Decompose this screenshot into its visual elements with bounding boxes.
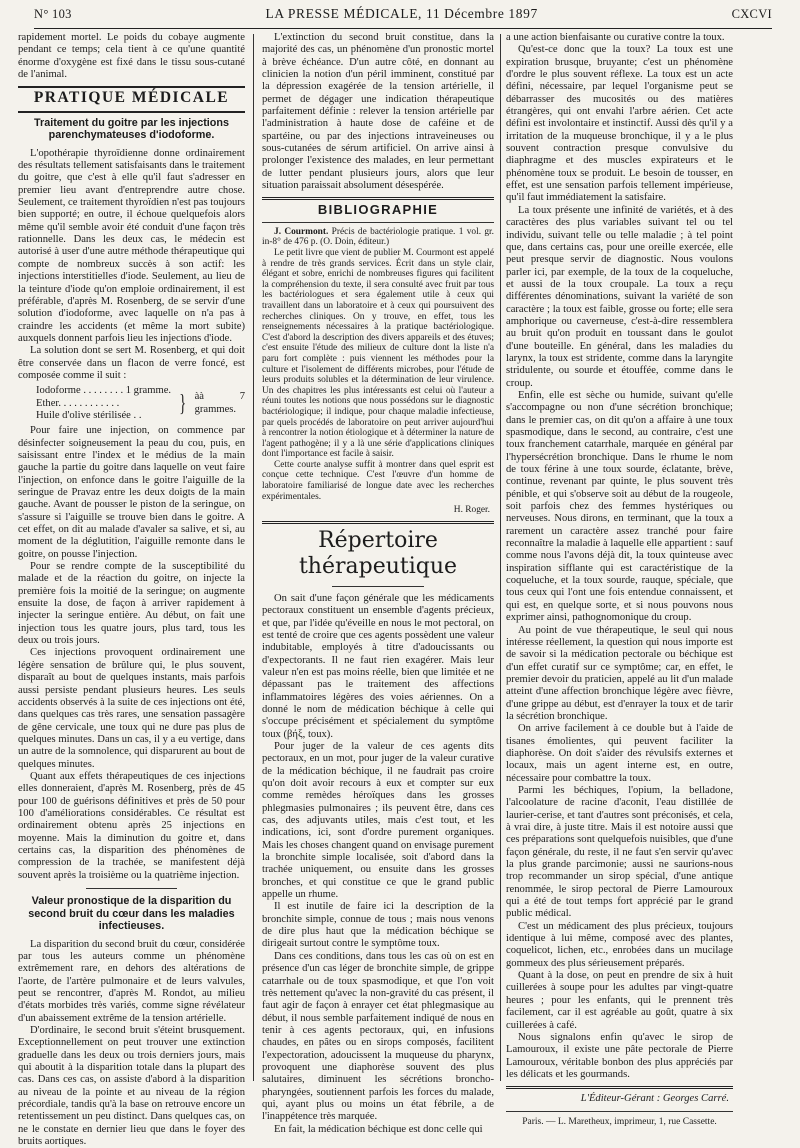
paragraph: L'extinction du second bruit constitue, dans la majorité des cas, un phénomène d'un pronostic mortel à brève échéance. D'un autre côté, en donnant au clinicien la notion d'un péril imminent, constitué par la dépression exagérée de la tension artérielle, il permet de dégager une indication thérapeutique parfaitement définie : relever la tension artérielle par l'administration à haute dose de caféine et de spartéine, ou par des injections intraveineuses ou sous-cutanées de sérum artificiel. On arrive ainsi à prolonger l'existence des malades, en leur permettant de lutter pendant plusieurs jours, alors que leur situation paraissait absolument désespérée.: [262, 32, 494, 192]
formula-line: Huile d'olive stérilisée . .: [36, 409, 142, 421]
biblio-ref-rest: Précis de bactériologie pratique. 1 vol. gr. in-8° de 476 p. (O. Doin, éditeur.): [262, 226, 494, 248]
section-title-pratique: PRATIQUE MÉDICALE: [33, 89, 230, 107]
column-middle: [262, 32, 494, 1135]
biblio-paragraph: Le petit livre que vient de publier M. Courmont est appelé à rendre de très grands services. Écrit dans un style clair, élégant et sobre, enrichi de nombreuses figures qui facilitent la compréhension du texte, il sera consulté avec fruit par tous les bactériologues et sera également utile à ceux qui travaillent dans un laboratoire et à ceux qui poursuivent des recherches cliniques. On y trouve, en effet, tous les renseignements nécessaires à la pratique bactériologique. C'est d'abord la description des divers appareils et des étuves; c'est ensuite l'étude des milieux de culture dont la liste n'a paru fort complète : puis viennent les méthodes pour la culture et l'isolement de différents microbes, pour l'étude de leurs produits solubles et la détermination de leur virulence. Un des chapitres les plus intéressants est celui où l'auteur a réuni toutes les notions que nous possédons sur le diagnostic bactériologique; il indique, pour chaque maladie infectieuse, par quels procédés de laboratoire on peut arriver aujourd'hui à rencontrer la notion étiologique et à déterminer la nature de l'agent pathogène; il y a là une série d'applications cliniques dont l'importance est facile à saisir.: [262, 248, 494, 460]
paragraph: Enfin, elle est sèche ou humide, suivant qu'elle s'accompagne ou non d'une sécrétion bronchique; dans le premier cas, on dit qu'on a affaire à une toux spasmodique, dans le second, au contraire, c'est une toux franchement catarrhale, marquée en général par l'hypersécrétion bronchique. Dans le rhume le nom de toux férine à une toux sourde, éclatante, brève, continue, revenant par quinte, le plus souvent très pénible, et qui s'observe soit au début de la rougeole, soit parfois chez des femmes hystériques ou nerveuses. Nous dirons, en terminant, que la toux a rarement un caractère assez tranché pour faire reconnaître la maladie à laquelle elle appartient : sauf comme nous l'avons déjà dit, la toux quinteuse avec inspiration sifflante qui est caractéristique de la coqueluche, et la toux sourde, rauque, spéciale, que tous ceux qui l'ont une fois entendue connaissent, et qui est, en quelque sorte, et si nous pouvons nous exprimer ainsi, pathognomonique du croup.: [506, 389, 733, 624]
formula-line: Iodoforme . . . . . . . . 1 gramme.: [36, 385, 172, 397]
intro-paragraph: rapidement mortel. Le poids du cobaye augmente pendant ce temps; cela tient à ce qu'une quantité énorme d'oxygène est fixé dans le tissu sous-cutané de l'animal.: [18, 32, 245, 81]
paragraph: On sait d'une façon générale que les médicaments pectoraux constituent un ensemble d'agents précieux, et que, par l'idée qu'éveille en nous le mot pectoral, on est tenté de croire que ces agents possèdent une valeur indubitable, employés à titre d'adoucissants ou d'expectorants. Il ne faut rien exagérer. Mais leur valeur n'en est pas moins réelle, bien que limitée et ne dépassant pas le traitement des affections inflammatoires légères des voies aériennes. On a donné le nom de médication béchique à celle qui s'occupe précisément et spécialement du symptôme toux (βήξ, toux).: [262, 592, 494, 740]
paragraph: L'opothérapie thyroïdienne donne ordinairement des résultats tellement satisfaisants dans le traitement du goitre, que c'est à elle qu'il faut s'adresser en premier lieu avant d'entreprendre autre chose. Seulement, ce traitement thyroïdien n'est pas toujours bien supporté; en outre, il échoue quelquefois alors même qu'il semble avoir été conduit d'une façon très rationnelle. Dans les deux cas, le médecin est autorisé à user d'une autre méthode thérapeutique qui compte de nombreux succès à son actif: les injections interstitielles d'iode. Seulement, au lieu de la teinture d'iode qu'on emploie ordinairement, il est préférable, d'après M. Rosenberg, de se servir d'une solution d'iodoforme, avec laquelle on n'a pas à craindre les accidents (et même la mort subite) auxquels donnent parfois lieu les injections d'iode.: [18, 147, 245, 344]
footer-rule: [506, 1111, 733, 1112]
paragraph: La disparition du second bruit du cœur, considérée par tous les auteurs comme un phénomène extrêmement rare, en dehors des altérations de l'aorte, de l'artère pulmonaire et de leurs valvules, peut se rencontrer, d'après M. Rondot, au milieu d'états morbides très variés, comme signe révélateur d'un abaissement extrême de la tension artérielle.: [18, 938, 245, 1024]
paragraph: Qu'est-ce donc que la toux? La toux est une expiration brusque, bruyante; c'est un phénomène d'ordre le plus souvent réflexe. La toux est un acte défini, nécessaire, par lequel l'organisme peut se débarrasser des mucosités ou des matières étrangères, qui ont envahi l'arbre aérien. Cet acte défini est involontaire et instinctif. Aussi dès qu'il y a irritation de la muqueuse bronchique, il y a le plus souvent contraction presque convulsive du diaphragme et des muscles expirateurs et le phénomène toux se produit. Le besoin de tousser, en effet, est une sensation parfois tellement impérieuse, qu'il faut immédiatement la satisfaire.: [506, 44, 733, 204]
paragraph: Il est inutile de faire ici la description de la bronchite simple, connue de tous ; mais nous venons de dire plus haut que la médication béchique se dirigeait surtout contre le symptôme toux.: [262, 901, 494, 950]
biblio-author: J. Courmont.: [274, 226, 329, 237]
column-divider: [253, 34, 254, 1081]
formula-block: [36, 385, 245, 422]
article-title-goitre: Traitement du goitre par les injections parenchymateuses d'iodoforme.: [34, 116, 229, 142]
paragraph: Quant à la dose, on peut en prendre de six à huit cuillerées à soupe pour les adultes par vingt-quatre heures ; pour les enfants, qui le prennent très facilement, car il est agréable au goût, quatre à six cuillerées à café.: [506, 970, 733, 1031]
editor-signature: L'Éditeur-Gérant : Georges Carré.: [580, 1093, 729, 1105]
column-left: [18, 32, 245, 1147]
page-header: [34, 6, 772, 26]
biblio-reference: [262, 227, 494, 248]
column-right: [506, 32, 733, 1127]
paragraph: La toux présente une infinité de variétés, et à des caractères des plus variables suivant tel ou tel individu, suivant telle ou telle maladie ; à tel point que, dans certains cas, pour une oreille exercée, elle peut presque servir de diagnostic. Nous voulons parler ici, par exemple, de la toux de la coqueluche, et aussi de la toux croupale. La toux a reçu différentes dénominations, suivant la variété de son caractère ; la toux est faible, grosse ou forte; elle sera amphorique ou caverneuse, c'est-à-dire ressemblera au bruit qu'on produit en toussant dans le goulot d'une bouteille. En général, dans les maladies du larynx, la toux est stridente, comme dans la laryngite stridulente, ou sourde et étouffée, comme dans le croup.: [506, 204, 733, 389]
page-number: CXCVI: [731, 7, 772, 21]
paragraph: Ces injections provoquent ordinairement une légère sensation de brûlure qui, le plus souvent, disparaît au bout de quelques instants, mais parfois aussi persiste pendant plusieurs heures. Les seuls accidents observés à la suite de ces injections ont été, dans quelques cas très rares, une sensation passagère de gêne cervicale, une toux qui ne dure pas plus de quelques minutes. Dans un cas, il y a eu vertige, dans un autre de la somnolence, qui disparurent au bout de quelques minutes.: [18, 647, 245, 770]
formula-shared-dose: àà 7 grammes.: [194, 391, 245, 415]
issue-number: N° 103: [34, 7, 72, 21]
section-rule: [18, 111, 245, 113]
section-rule: [262, 197, 494, 200]
paragraph: Pour juger de la valeur de ces agents dits pectoraux, en un mot, pour juger de la valeur curative de la médication béchique, il ne faudrait pas croire qu'on doit avoir recours à eux et compter sur eux comme remèdes héroïques dans les grosses phlegmasies pulmonaires ; ils peuvent être, dans ces cas, des adjuvants utiles, mais c'est tout, et les indications, ici, sont d'ordre purement organiques. Mais les choses changent quand on envisage purement la bronchite simple localisée, soit d'abord dans la trachée uniquement, ou ensuite dans les grosses bronches, et qui constitue ce que le grand public appelle un rhume.: [262, 740, 494, 901]
paragraph: Dans ces conditions, dans tous les cas où on est en présence d'un cas léger de bronchite simple, de grippe catarrhale ou de toux spasmodique, et que l'on voit très nettement qu'avec la non-gravité du cas présent, il faut agir de façon à enrayer cet état phlegmasique au début, il nous semble parfaitement indiqué de nous en tenir à ces agents pectoraux, qui, en infusions chaudes, en pâtes ou en sirops composés, facilitent l'expectoration, adoucissent la muqueuse du pharynx, provoquent une diaphorèse souvent des plus salutaires, diminuent les sécrétions broncho-pharyngées, soutiennent parfois les forces du malade, qui, ayant plus ou moins un état fébrile, a de l'inappétence très marquée.: [262, 950, 494, 1123]
paragraph: Pour faire une injection, on commence par désinfecter soigneusement la peau du cou, puis, en saisissant entre l'index et le médius de la main gauche la partie du goitre dans laquelle on veut faire l'injection, on enfonce dans le goitre l'aiguille de la seringue de Pravaz entre les deux doigts de la main gauche. Avant de pousser le piston de la seringue, on s'assure si l'aiguille se trouve bien dans le goitre. A cet effet, on dit au malade d'avaler sa salive, et si, au moment de la déglutition, l'aiguille remonte dans le goitre, on pousse l'injection.: [18, 425, 245, 560]
title-underline: [332, 586, 425, 587]
brace-icon: }: [179, 390, 187, 417]
paragraph: Nous signalons enfin qu'avec le sirop de Lamouroux, il existe une pâte pectorale de Pierre Lamouroux, véritable bonbon des plus appréciés par les délicats et les gourmands.: [506, 1031, 733, 1080]
formula-line: Ether. . . . . . . . . . . .: [36, 397, 120, 409]
section-title-repertoire: Répertoire thérapeutique: [298, 527, 458, 579]
section-title-bibliographie: BIBLIOGRAPHIE: [317, 202, 439, 218]
header-rule: [34, 28, 772, 29]
section-rule: [18, 86, 245, 88]
section-rule: [262, 521, 494, 524]
journal-title: LA PRESSE MÉDICALE, 11 Décembre 1897: [265, 6, 538, 21]
footer-rule: [506, 1086, 733, 1089]
paragraph: D'ordinaire, le second bruit s'éteint brusquement. Exceptionnellement on peut trouver une extinction graduelle dans les deux ou trois derniers jours, mais qui aboutit à la disparition totale dans la plupart des cas. Dans ces cas, on assiste d'abord à la disparition au niveau de la pointe et au niveau de la région précordiale, tandis qu'à la base on retrouve encore un retentissement un peu distinct. Dans quelques cas, on ne le constate en dernier lieu que dans le foyer des bruits aortiques.: [18, 1024, 245, 1147]
paragraph: La solution dont se sert M. Rosenberg, et qui doit être conservée dans un flacon de verre foncé, est composée comme il suit :: [18, 345, 245, 381]
paragraph: Quant aux effets thérapeutiques de ces injections elles donneraient, d'après M. Rosenberg, près de 45 pour 100 de guérisons définitives et près de 50 pour 100 d'améliorations considérables. Ce résultat est ordinairement obtenu après 25 injections en moyenne. Mais la diminution du goitre et, dans certains cas, la disparition des phénomènes de compression de la trachée, se manifestent déjà souvent après la troisième ou la quatrième injection.: [18, 770, 245, 881]
article-separator: [86, 888, 177, 889]
printer-line: Paris. — L. Maretheux, imprimeur, 1, rue Cassette.: [522, 1116, 717, 1127]
column-divider: [500, 34, 501, 1081]
paragraph: Pour se rendre compte de la susceptibilité du malade et de la réaction du goitre, on injecte la première fois la moitié de la seringue; on augmente ensuite la dose, de façon à arriver rapidement à injecter la seringue entière. Au début, on fait une injection tous les quatre jours, plus tard, tous les deux ou trois jours.: [18, 561, 245, 647]
paragraph: C'est un médicament des plus précieux, toujours identique à lui même, composé avec des plantes, coquelicot, lichen, etc., enrobées dans un mucilage gommeux des plus sérieusement préparés.: [506, 920, 733, 969]
article-title-second-bruit: Valeur pronostique de la disparition du second bruit du cœur dans les maladies infectieuses.: [28, 895, 235, 932]
paragraph: En fait, la médication béchique est donc celle qui: [274, 1123, 483, 1135]
paragraph: Parmi les béchiques, l'opium, la belladone, l'alcoolature de racine d'aconit, l'eau distillée de laurier-cerise, et tant d'autres sont préconisés, et cela, à vrai dire, à juste titre. Mais il est notoire aussi que ces préparations sont quelquefois nuisibles, que d'une façon générale, du reste, il ne faut s'en servir qu'avec la plus grande parcimonie; aussi ne saurions-nous trop recommander un sirop spécial, d'une antique renommée, le sirop pectoral de Pierre Lamouroux qui a été de tout temps fort apprécié par le grand public médical.: [506, 784, 733, 920]
formula-lines: [36, 385, 171, 422]
section-rule: [262, 222, 494, 223]
biblio-paragraph: Cette courte analyse suffit à montrer dans quel esprit est conçue cette technique. C'est l'œuvre d'un homme de laboratoire familiarisé de longue date avec les recherches expérimentales.: [262, 459, 494, 502]
paragraph: Au point de vue thérapeutique, le seul qui nous intéresse réellement, la question qui nous importe est de savoir si la médication pectorale ou béchique est d'un effet curatif sur ce symptôme; car, en effet, le premier devoir du praticien, appelé au lit d'un malade atteint d'une affection bronchique légère avec fièvre, d'une grippe au début, est d'enrayer la toux et de tarir la sécrétion bronchique.: [506, 624, 733, 722]
biblio-signoff: H. Roger.: [453, 505, 490, 516]
paragraph: On arrive facilement à ce double but à l'aide de tisanes émolientes, qui peuvent faciliter la diaphorèse. On doit s'aider des révulsifs externes et locaux, mais un agent interne est, en outre, nécessaire pour combattre la toux.: [506, 723, 733, 784]
paragraph: a une action bienfaisante ou curative contre la toux.: [506, 32, 725, 43]
